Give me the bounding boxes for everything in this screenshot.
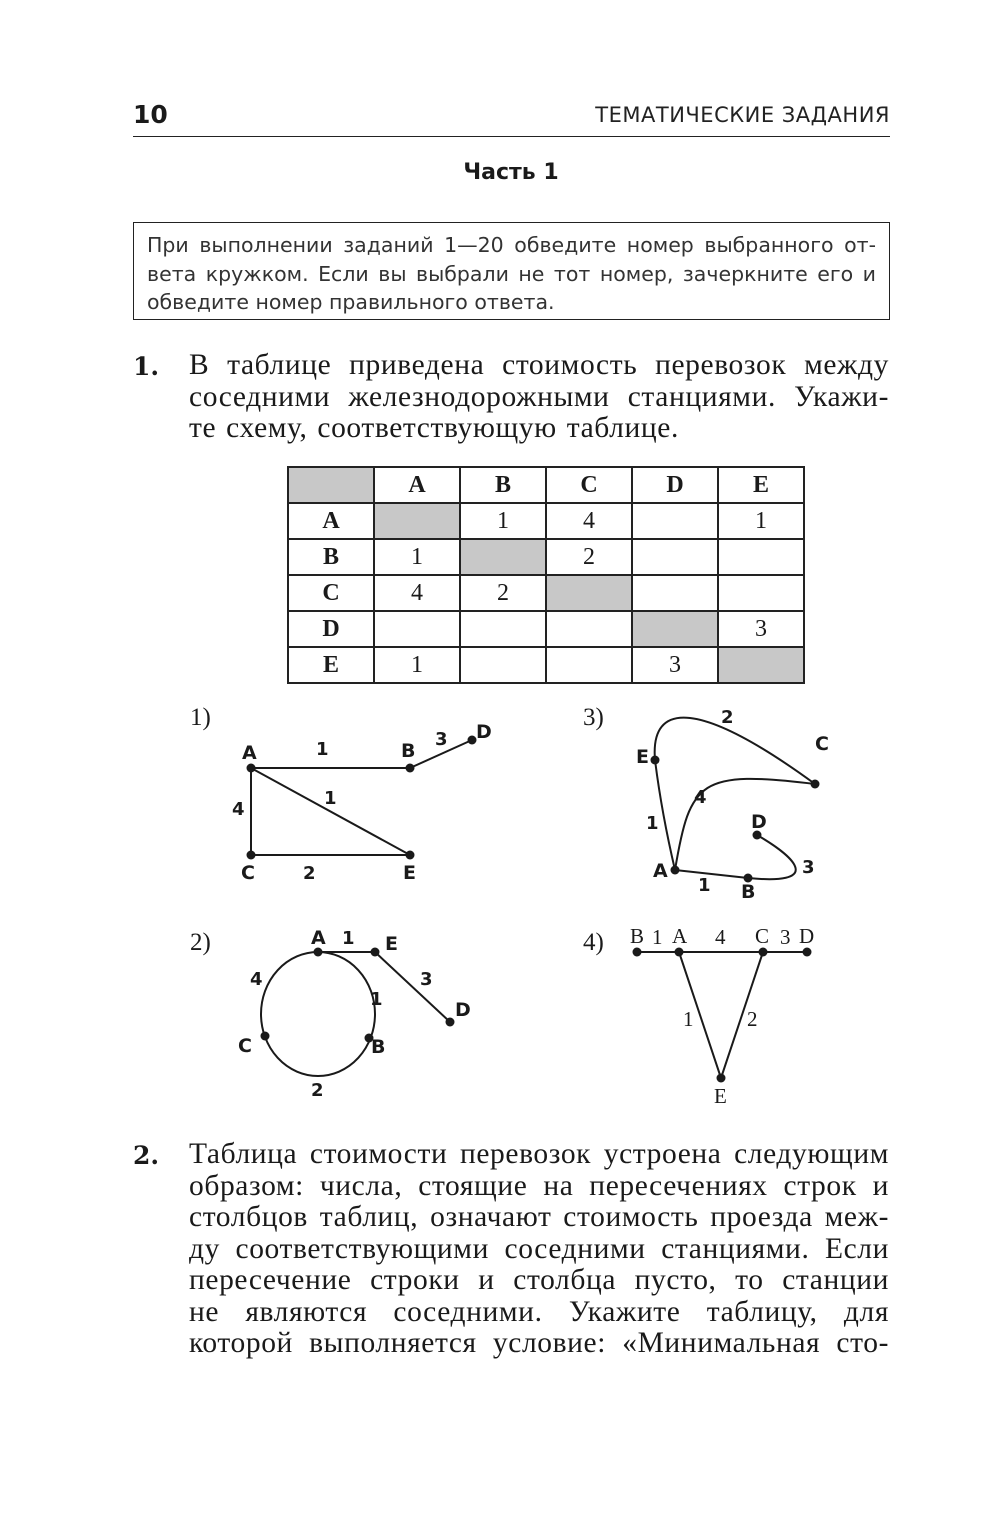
node-label: A — [672, 924, 688, 948]
option-2-label: 2) — [190, 929, 211, 956]
node-label: C — [755, 924, 770, 948]
node — [247, 851, 256, 860]
task-1-number: 1. — [133, 352, 160, 381]
option-3-label: 3) — [583, 704, 604, 731]
node — [759, 948, 768, 957]
node — [675, 948, 684, 957]
table-cell: 4 — [374, 575, 460, 611]
edge-weight: 1 — [324, 788, 337, 809]
node-label: D — [751, 811, 767, 833]
node-label: A — [242, 742, 257, 764]
node-label: A — [653, 860, 668, 882]
node-label: B — [630, 924, 645, 948]
page-number: 10 — [133, 100, 168, 129]
node-label: C — [815, 733, 829, 755]
edge — [655, 718, 815, 784]
column-header: C — [546, 467, 632, 503]
running-head: ТЕМАТИЧЕСКИЕ ЗАДАНИЯ — [595, 103, 890, 127]
task-1-line: соседними железнодорожными станциями. Укажи- — [189, 380, 889, 413]
node-label: B — [371, 1036, 386, 1058]
edge-weight: 3 — [802, 857, 815, 878]
node — [371, 948, 380, 957]
edge-weight: 1 — [652, 925, 663, 949]
task-2-line: которой выполняется условие: «Минимальная сто- — [189, 1327, 889, 1359]
node-label: D — [799, 924, 815, 948]
option-3-graph — [655, 718, 815, 880]
instruction-line: обведите номер правильного ответа. — [147, 290, 555, 314]
option-4-label: 4) — [583, 929, 604, 956]
column-header: B — [460, 467, 546, 503]
edge-cycle — [261, 952, 375, 1076]
node-label: A — [311, 927, 326, 949]
edge-weight: 4 — [232, 799, 245, 820]
edge-weight: 1 — [342, 928, 355, 949]
node — [811, 780, 820, 789]
row-header: C — [288, 575, 374, 611]
node — [633, 948, 642, 957]
table-cell: 4 — [546, 503, 632, 539]
task-1-line: В таблице приведена стоимость перевозок между — [189, 349, 889, 381]
instruction-line: При выполнении заданий 1—20 обведите номер выбранного от- — [147, 233, 876, 257]
edge-weight: 2 — [747, 1007, 758, 1031]
task-2-line: столбцов таблиц, означают стоимость проезда меж- — [189, 1201, 889, 1233]
node-label: E — [714, 1084, 727, 1108]
edge-weight: 1 — [698, 875, 711, 896]
part-title: Часть 1 — [463, 160, 559, 185]
edge — [375, 952, 450, 1022]
node-label: B — [741, 881, 756, 903]
task-2-number: 2. — [133, 1141, 160, 1170]
node-label: E — [636, 746, 649, 768]
task-2-line: не являются соседними. Укажите таблицу, для — [189, 1295, 889, 1328]
node — [261, 1032, 270, 1041]
edge-weight: 4 — [250, 969, 263, 990]
task-2-line: ду соответствующими соседними станциями. Если — [189, 1232, 889, 1265]
instruction-line: вета кружком. Если вы выбрали не тот номер, зачеркните его и — [147, 261, 876, 286]
edge-weight: 2 — [721, 707, 734, 728]
column-header: D — [632, 467, 718, 503]
node — [651, 756, 660, 765]
row-header: D — [288, 611, 374, 647]
table-cell: 3 — [632, 647, 718, 683]
task-2-line: образом: числа, стоящие на пересечениях строк и — [189, 1169, 889, 1202]
edge — [748, 835, 796, 879]
edge-weight: 2 — [311, 1080, 324, 1101]
edge-weight: 1 — [683, 1007, 694, 1031]
edge-weight: 4 — [715, 925, 726, 949]
node-label: D — [455, 999, 471, 1021]
row-header: B — [288, 539, 374, 575]
edge-weight: 1 — [646, 813, 659, 834]
option-1-graph — [251, 740, 472, 855]
node — [446, 1018, 455, 1027]
option-2-nodes — [261, 948, 455, 1043]
node-label: C — [241, 862, 255, 884]
column-header: E — [718, 467, 804, 503]
task-2-text — [189, 1139, 889, 1360]
table-cell: 1 — [460, 503, 546, 539]
row-header: A — [288, 503, 374, 539]
node-label: D — [476, 721, 492, 743]
table-cell: 1 — [718, 503, 804, 539]
node — [406, 851, 415, 860]
node-label: C — [238, 1035, 252, 1057]
task-1-line: те схему, соответствующую таблице. — [189, 412, 679, 444]
node-label: B — [401, 740, 416, 762]
edge-weight: 3 — [420, 969, 433, 990]
table-cell: 2 — [460, 575, 546, 611]
edge-weight: 2 — [303, 863, 316, 884]
column-header: A — [374, 467, 460, 503]
option-1-label: 1) — [190, 704, 211, 731]
edge — [251, 768, 410, 855]
node — [803, 948, 812, 957]
edge-weight: 3 — [780, 925, 791, 949]
edge — [675, 870, 748, 878]
table-cell: 2 — [546, 539, 632, 575]
task-2-line: Таблица стоимости перевозок устроена следующим — [189, 1138, 889, 1170]
node — [717, 1074, 726, 1083]
task-2-line: пересечение строки и столбца пусто, то станции — [189, 1264, 889, 1296]
node — [671, 866, 680, 875]
table-cell: 1 — [374, 539, 460, 575]
edge-weight: 3 — [435, 729, 448, 750]
edge-weight: 1 — [370, 989, 383, 1010]
node-label: E — [385, 933, 398, 955]
node — [406, 764, 415, 773]
edge-weight: 1 — [316, 739, 329, 760]
option-4-nodes — [633, 948, 812, 1083]
edge-weight: 4 — [694, 787, 707, 808]
option-4-graph — [637, 952, 807, 1078]
node — [247, 764, 256, 773]
table-cell: 3 — [718, 611, 804, 647]
table-cell: 1 — [374, 647, 460, 683]
row-header: E — [288, 647, 374, 683]
node-label: E — [403, 862, 416, 884]
